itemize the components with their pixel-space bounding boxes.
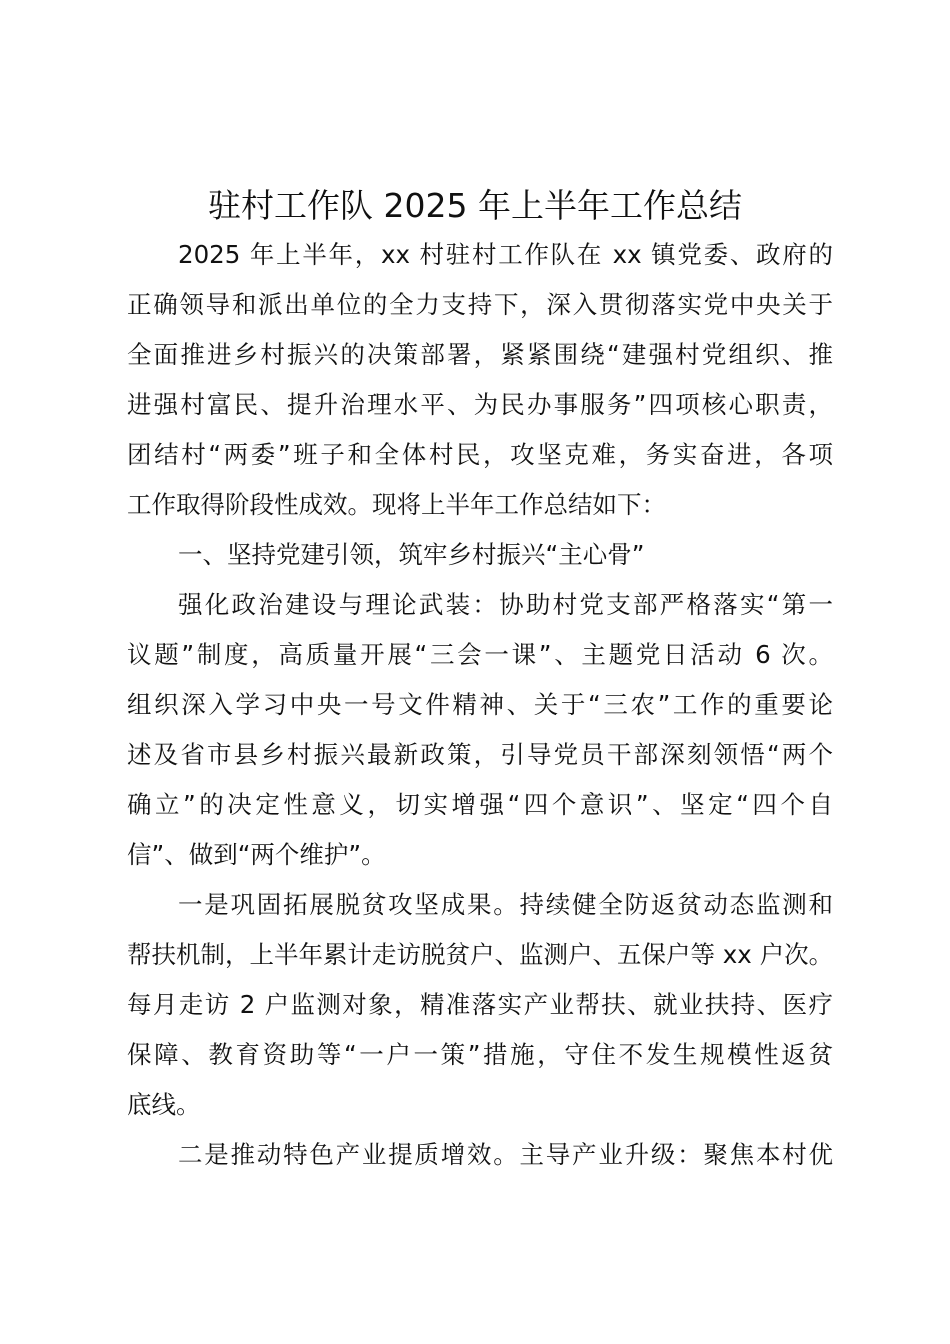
text-line: 团结村“两委”班子和全体村民，攻坚克难，务实奋进，各项 xyxy=(127,440,833,469)
document-body xyxy=(127,230,833,1180)
text-line: 全面推进乡村振兴的决策部署，紧紧围绕“建强村党组织、推 xyxy=(127,340,833,369)
paragraph-industry xyxy=(127,1130,833,1180)
document-title: 驻村工作队 2025 年上半年工作总结 xyxy=(208,186,742,225)
text-line: 正确领导和派出单位的全力支持下，深入贯彻落实党中央关于 xyxy=(127,290,833,319)
text-line: 帮扶机制，上半年累计走访脱贫户、监测户、五保户等 xx 户次。 xyxy=(127,940,834,969)
text-line: 确立”的决定性意义，切实增强“四个意识”、坚定“四个自 xyxy=(127,790,833,819)
text-line: 强化政治建设与理论武装：协助村党支部严格落实“第一 xyxy=(178,590,833,619)
paragraph-party-building xyxy=(127,580,833,880)
section-heading xyxy=(127,530,833,580)
paragraph-poverty xyxy=(127,880,833,1130)
text-line: 一是巩固拓展脱贫攻坚成果。持续健全防返贫动态监测和 xyxy=(178,890,833,919)
text-line: 议题”制度，高质量开展“三会一课”、主题党日活动 6 次。 xyxy=(127,640,833,669)
heading-line: 一、坚持党建引领，筑牢乡村振兴“主心骨” xyxy=(178,540,645,569)
text-line: 保障、教育资助等“一户一策”措施，守住不发生规模性返贫 xyxy=(127,1040,833,1069)
paragraph-intro xyxy=(127,230,833,530)
text-line: 述及省市县乡村振兴最新政策，引导党员干部深刻领悟“两个 xyxy=(127,740,833,769)
text-line: 底线。 xyxy=(127,1090,201,1119)
text-line: 信”、做到“两个维护”。 xyxy=(127,840,386,869)
text-line: 进强村富民、提升治理水平、为民办事服务”四项核心职责， xyxy=(127,390,833,419)
text-line: 每月走访 2 户监测对象，精准落实产业帮扶、就业扶持、医疗 xyxy=(127,990,833,1019)
text-line: 工作取得阶段性成效。现将上半年工作总结如下： xyxy=(127,490,666,519)
text-line: 组织深入学习中央一号文件精神、关于“三农”工作的重要论 xyxy=(127,690,833,719)
text-line: 二是推动特色产业提质增效。主导产业升级：聚焦本村优 xyxy=(178,1140,833,1169)
text-line: 2025 年上半年，xx 村驻村工作队在 xx 镇党委、政府的 xyxy=(178,240,833,269)
